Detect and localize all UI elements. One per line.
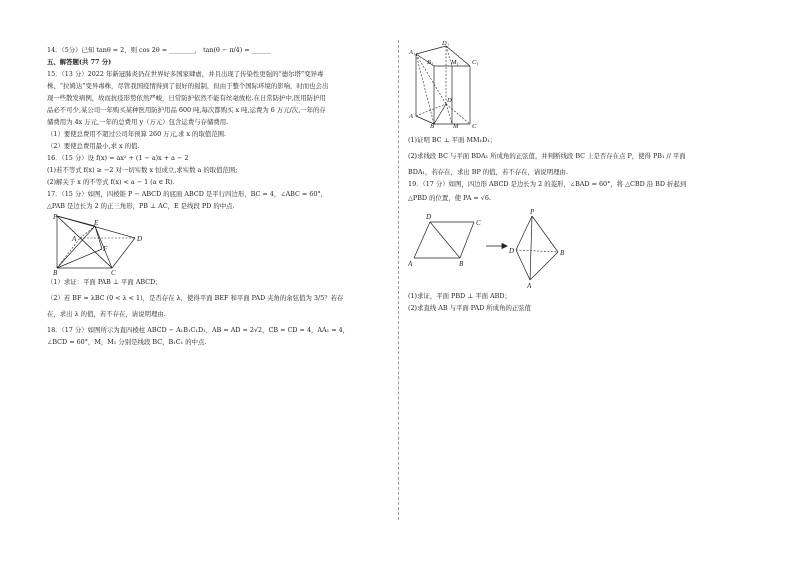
question-17 [47, 188, 390, 320]
question-part: (1)若不等式 f(x) ≥ −2 对一切实数 x 恒成立,求实数 a 的取值范围; [47, 166, 238, 174]
arrow-icon [502, 244, 507, 249]
vertex-label: C [476, 219, 481, 227]
question-18 [47, 324, 390, 348]
question-part: (2)求直线 AB 与平面 PAD 所成角的正弦值 [408, 304, 532, 312]
vertex-label: A [408, 260, 413, 268]
question-part: （2）若 BF = λBC (0 < λ < 1)，是否存在 λ，使得平面 BEF 和平面 PAD 夹角的余弦值为 3/5？若存 [47, 294, 344, 302]
right-column [408, 40, 748, 314]
vertex-label: C [472, 123, 477, 128]
vertex-label: P [53, 213, 58, 221]
question-part: BDA₁，若存在，求出 BP 的值，若不存在，请说明理由. [408, 168, 568, 176]
vertex-label: D [426, 213, 432, 221]
question-part: （2）要使总费用最小,求 x 的值. [47, 142, 140, 150]
question-line: 17．（15 分）如图，四棱锥 P − ABCD 的底面 ABCD 是平行四边形，BC = 4，∠ABC = 60°， [47, 190, 328, 198]
vertex-label: B [560, 249, 565, 257]
figure-17-pyramid [47, 212, 390, 276]
question-part: (1)证明 BC ⊥ 平面 MM₁D₁； [408, 136, 497, 144]
vertex-label: M₁ [451, 59, 459, 66]
question-part: （1）要使总费用不超过公司年预算 260 万元,求 x 的取值范围. [47, 130, 227, 138]
question-line: △PAB 是边长为 2 的正三角形，PB ⊥ AC，E 是线段 PD 的中点. [47, 202, 235, 210]
question-part: (2)求线段 BC 与平面 BDA₁ 所成角的正弦值，并判断线段 BC 上是否存在点 P，使得 PB₁ // 平面 [408, 152, 686, 160]
question-line: 品必不可少,某公司一年购买某种医用防护用品 600 吨,每次都购买 x 吨,运费为 6 万元/次,一年的存 [47, 106, 326, 114]
question-line: 株、“拉姆达”变异毒株，尽管我国疫情得到了很好的遏制，但由于整个国际环境的影响，时而也会出 [47, 82, 329, 90]
question-part: （1）求证：平面 PAB ⊥ 平面 ABCD； [47, 278, 162, 286]
question-14: 14．（5分）已知 tanθ = 2，则 cos 2θ = ________， tan(θ − π/4) = ______ [47, 46, 271, 54]
vertex-label: A [72, 235, 77, 243]
vertex-label: C₁ [472, 59, 479, 66]
question-part: (2)解关于 x 的不等式 f(x) < a − 1 (a ∈ R). [47, 178, 175, 186]
question-line: ∠BCD = 60°，M，M₁ 分别是线段 BC，B₁C₁ 的中点. [47, 338, 207, 346]
vertex-label: B [430, 123, 434, 128]
question-15 [47, 68, 390, 152]
vertex-label: E [94, 219, 99, 227]
vertex-label: B [459, 260, 464, 268]
vertex-label: F [103, 245, 108, 253]
vertex-label: C [111, 269, 116, 276]
vertex-label: A₁ [409, 49, 416, 56]
figure-18-prism [408, 40, 748, 128]
vertex-label: B [53, 269, 58, 276]
vertex-label: D₁ [442, 40, 449, 47]
vertex-label: D [137, 235, 143, 243]
question-part: (1)求证，平面 PBD ⊥ 平面 ABD； [408, 292, 511, 300]
left-column [47, 44, 390, 348]
question-line: 储费用为 4x 万元,一年的总费用 y（万元）包含运费与存储费用. [47, 118, 229, 126]
vertex-label: A [409, 113, 413, 120]
vertex-label: D [509, 247, 515, 255]
question-line: 15．（13 分）2022 年新冠肺炎仍在世界好多国家肆虐，并且出现了传染性更强的“德尔塔”变异毒 [47, 70, 324, 78]
vertex-label: B₁ [427, 59, 434, 66]
question-18-parts [408, 134, 748, 178]
question-line: △PBD 的位置，使 PA = √6. [408, 194, 491, 202]
figure-19-rhombus-fold [408, 206, 748, 290]
question-line: 现一些散发病例，故而抗疫形势依然严峻，日常防护依然不能有丝毫放松.在日常防护中,医用防护用 [47, 94, 326, 102]
question-line: 19．（17 分）如图，四边形 ABCD 是边长为 2 的菱形，∠BAD = 60°，将 △CBD 沿 BD 折起到 [408, 180, 687, 188]
column-divider [398, 40, 399, 520]
question-line: 18．（17 分）如图所示为直四棱柱 ABCD − A₁B₁C₁D₁，AB = AD = 2√2，CB = CD = 4，AA₁ = 4， [47, 326, 350, 334]
section-heading: 五、解答题(共 77 分) [47, 58, 112, 66]
question-19 [408, 178, 748, 314]
vertex-label: A [527, 282, 532, 290]
question-line: 16．（15 分）设 f(x) = ax² + (1 − a)x + a − 2 [47, 154, 189, 162]
question-16 [47, 152, 390, 188]
vertex-label: P [530, 208, 535, 216]
vertex-label: M [453, 123, 459, 128]
question-part: 在，求出 λ 的值，若不存在，请说明理由. [47, 310, 166, 318]
vertex-label: D [447, 97, 452, 104]
